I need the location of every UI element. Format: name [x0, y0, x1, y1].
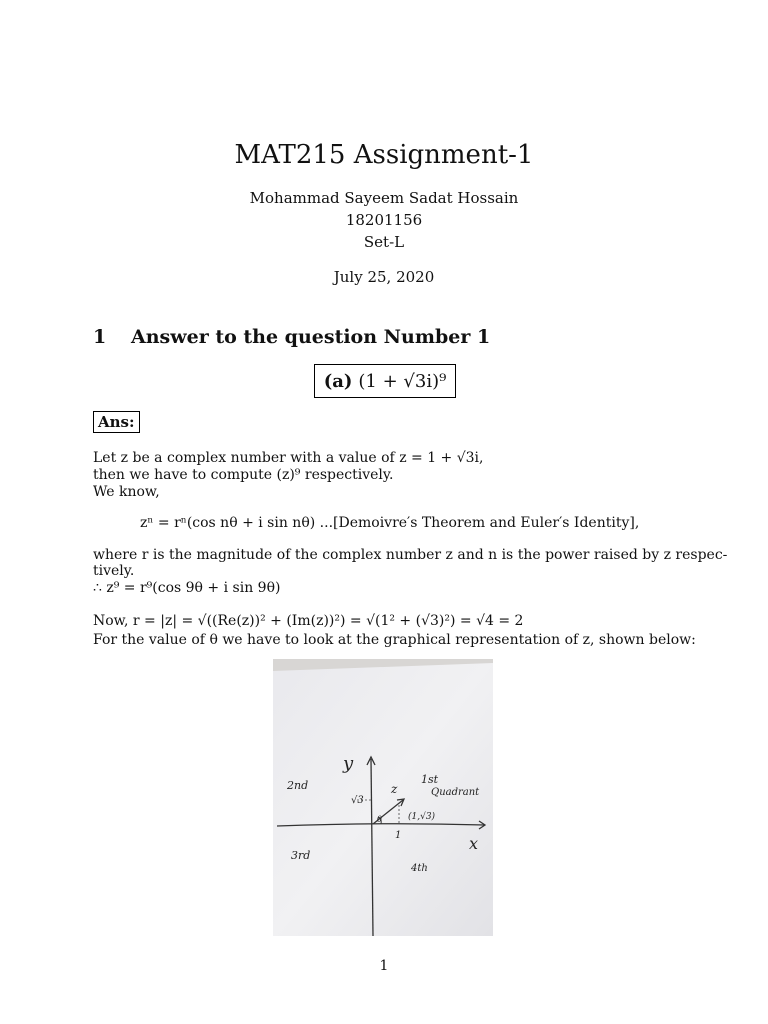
answer-label: Ans: [93, 411, 140, 433]
section-heading [93, 326, 490, 348]
z-label: z [391, 782, 398, 796]
page-number: 1 [379, 958, 389, 974]
body-line: Let z be a complex number with a value of z = 1 + √3i, [93, 450, 484, 466]
sqrt3-label: √3 [351, 795, 364, 806]
quadrant-1-label: 1st [421, 773, 439, 786]
paper-title: MAT215 Assignment-1 [234, 140, 534, 170]
body-line: where r is the magnitude of the complex number z and n is the power raised by z respec- [93, 547, 728, 563]
quadrant-word-label: Quadrant [431, 787, 480, 798]
quadrant-3-label: 3rd [291, 849, 311, 862]
one-label: 1 [395, 830, 402, 841]
question-box [314, 364, 456, 398]
body-line: tively. [93, 563, 135, 579]
paper-date: July 25, 2020 [333, 268, 435, 286]
body-line: We know, [93, 484, 160, 500]
figure-svg [273, 659, 493, 936]
student-id: 18201156 [345, 211, 423, 229]
quadrant-4-label: 4th [411, 863, 428, 874]
body-line: then we have to compute (z)⁹ respectively. [93, 467, 394, 483]
x-axis-label: x [469, 834, 479, 853]
point-label: (1,√3) [408, 812, 436, 822]
y-axis-label: y [343, 753, 354, 774]
handdrawn-figure [273, 659, 493, 936]
body-line: ∴ z⁹ = r⁹(cos 9θ + i sin 9θ) [93, 580, 281, 596]
demoivre-equation: zⁿ = rⁿ(cos nθ + i sin nθ) ...[Demoivre′s Theorem and Euler′s Identity], [140, 515, 640, 531]
quadrant-2-label: 2nd [287, 779, 309, 792]
magnitude-equation: Now, r = |z| = √((Re(z))² + (Im(z))²) = √(1² + (√3)²) = √4 = 2 [93, 613, 524, 629]
question-label: (a) [323, 370, 353, 392]
set-label: Set-L [363, 233, 405, 251]
body-line: For the value of θ we have to look at the graphical representation of z, shown below: [93, 632, 696, 648]
theta-label: θ [377, 815, 382, 824]
section-title: Answer to the question Number 1 [131, 326, 491, 348]
question-expression: (1 + √3i)⁹ [358, 370, 447, 392]
section-number: 1 [93, 326, 107, 348]
author-name: Mohammad Sayeem Sadat Hossain [249, 189, 519, 207]
